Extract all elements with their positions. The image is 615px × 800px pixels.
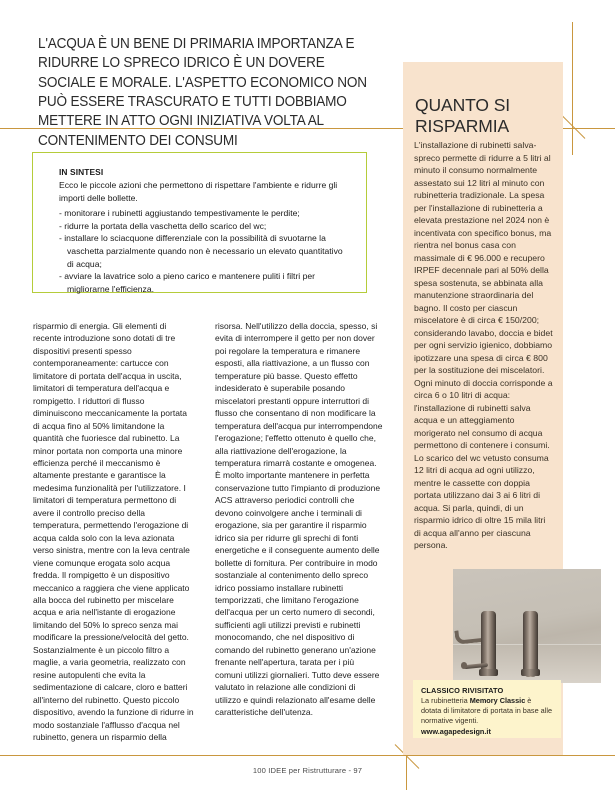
body-column-1	[33, 320, 195, 743]
caption-text	[421, 696, 553, 727]
caption-brand: Memory Classic	[469, 696, 526, 705]
top-right-vertical-rule	[572, 22, 573, 155]
list-item: - avviare la lavatrice solo a pieno carico e mantenere puliti i filtri per migliorarne l'efficienza.	[59, 271, 316, 294]
caption-text-after: è dotata di limitatore di portata in base alle normative vigenti.	[421, 696, 553, 726]
body-paragraph: risorsa. Nell'utilizzo della doccia, spesso, si evita di interrompere il getto per non dover poi regolare la temperatura e rimanere esposti, alla riattivazione, a un flusso con temperature più basse. Questo effetto indesiderato è superabile posando miscelatori prestanti oppure interruttori di flusso che consentano di non modificare la temperatura dell'acqua pur interrompendone l'erogazione; l'effetto ottenuto è quello che, alla riattivazione dell'erogazione, la temperatura rimarrà costante e omogenea. È molto importante mantenere in perfetta conservazione tutto l'impianto di produzione ACS attraverso periodici controlli che devono coinvolgere anche i terminali di erogazione, sia per garantire il risparmio idrico sia per ridurre gli sprechi di fonti energetiche e il conseguente aumento delle bollette di fornitura. Per contribuire in modo sostanziale al contenimento dello spreco idrico possiamo installare rubinetti temporizzati, che limitano l'erogazione dell'acqua per un certo numero di secondi, sufficienti agli utilizzi previsti e rubinetti monocomando, che nel dispositivo di comando del rubinetto generano un'azione frenante nell'apertura, tarata per i più comuni utilizzi giornalieri. Tutto deve essere valutato in relazione alle condizioni di utilizzo e quindi relazionato all'esame delle caratteristiche dell'utenza.	[215, 321, 383, 718]
body-paragraph: risparmio di energia. Gli elementi di recente introduzione sono dotati di tre dispositivi presenti spesso contemporaneamente: cartucce con limitatore di portata dell'acqua in uscita, limitatori di temperatura dell'acqua e rompigetto. I riduttori di flusso diminuiscono meccanicamente la portata di acqua fino al 50% limitandone la quantità che fuoriesce dal rubinetto. La minor portata non comporta una minore efficienza perché il meccanismo è altamente prestante e garantisce la medesima funzionalità per l'utilizzatore. I limitatori di temperatura permettono di avere il controllo preciso della temperatura, permettendo l'erogazione di acqua calda solo con la leva azionata verso sinistra, mentre con la leva centrale viene comunque erogata solo acqua fredda. Il rompigetto è un dispositivo meccanico a raggiera che viene applicato alla bocca del rubinetto per miscelare acqua e aria nell'istante di erogazione limitando del 50% lo spreco senza mai modificare la pressione/velocità del getto. Sostanzialmente è un piccolo filtro a maglie, a varia geometria, realizzato con resine autopulenti che evita la sedimentazione di calcare, cloro e batteri all'interno del rubinetto. Questo piccolo dispositivo, avendo la funzione di ridurre in modo sostanziale l'afflusso d'acqua nel rubinetto, genera un risparmio della	[33, 321, 194, 742]
faucet-base	[521, 669, 540, 676]
faucet-body	[523, 611, 538, 673]
faucet-lever-knob	[461, 662, 467, 669]
faucet-base	[479, 669, 498, 676]
photo-caption-box	[413, 680, 561, 738]
in-sintesi-lead: Ecco le piccole azioni che permettono di rispettare l'ambiente e ridurre gli importi delle bollette.	[59, 180, 338, 203]
bathroom-faucet-photo	[453, 569, 601, 683]
sidebar-paragraph: L'installazione di rubinetti salva-spreco permette di ridurre a 5 litri al minuto il consumo normalmente assestato sui 12 litri al minuto con rubinetteria tradizionale. La spesa per l'installazione di rubinetteria a elevata prestazione nel 2024 non è incentivata con specifico bonus, ma rientra nel bonus casa con massimale di € 96.000 e recupero IRPEF decennale pari al 50% della spesa sostenuta, se abbinata alla manutenzione straordinaria del bagno. Il costo per ciascun miscelatore è di circa € 150/200; considerando lavabo, doccia e bidet per ogni servizio igienico, dobbiamo ipotizzare una spesa di circa € 800 per la sostituzione dei miscelatori. Ogni minuto di doccia corrisponde a circa 6 o 10 litri di acqua: l'installazione di rubinetti salva acqua e un atteggiamento morigerato nel consumo di acqua permettono di contenere i consumi. Lo scarico del wc vetusto consuma 12 litri di acqua ad ogni utilizzo, mentre le cassette con doppia portata utilizzano dai 3 ai 6 litri di acqua. Si parla, quindi, di un risparmio idrico di oltre 15 mila litri di acqua all'anno per ciascuna persona.	[414, 140, 553, 550]
in-sintesi-callout	[32, 152, 367, 293]
in-sintesi-list	[59, 207, 350, 295]
bottom-horizontal-rule	[0, 755, 615, 756]
list-item: - ridurre la portata della vaschetta dello scarico del wc;	[59, 220, 267, 231]
caption-title: CLASSICO RIVISITATO	[421, 686, 504, 695]
sidebar-body	[414, 139, 554, 552]
sidebar-title: QUANTO SI RISPARMIA	[415, 94, 511, 136]
caption-text-before: La rubinetteria	[421, 696, 470, 705]
page-headline: L'ACQUA È UN BENE DI PRIMARIA IMPORTANZA E RIDURRE LO SPRECO IDRICO È UN DOVERE SOCIALE E MORALE. L'ASPETTO ECONOMICO NON PUÒ ESSERE TRASCURATO E TUTTI DOBBIAMO METTERE IN ATTO OGNI INIZIATIVA VOLTA AL CONTENIMENTO DEI CONSUMI	[38, 35, 367, 149]
caption-url[interactable]: www.agapedesign.it	[421, 726, 491, 736]
page-footer: 100 IDEE per Ristrutturare - 97	[252, 766, 363, 775]
list-item: - monitorare i rubinetti aggiustando tempestivamente le perdite;	[59, 208, 300, 219]
body-column-2	[215, 320, 383, 719]
list-item: - installare lo sciacquone differenziale con la possibilità di svuotarne la vaschetta parzialmente quando non è necessario un elevato quantitativo di acqua;	[59, 233, 343, 269]
in-sintesi-title: IN SINTESI	[59, 167, 104, 177]
